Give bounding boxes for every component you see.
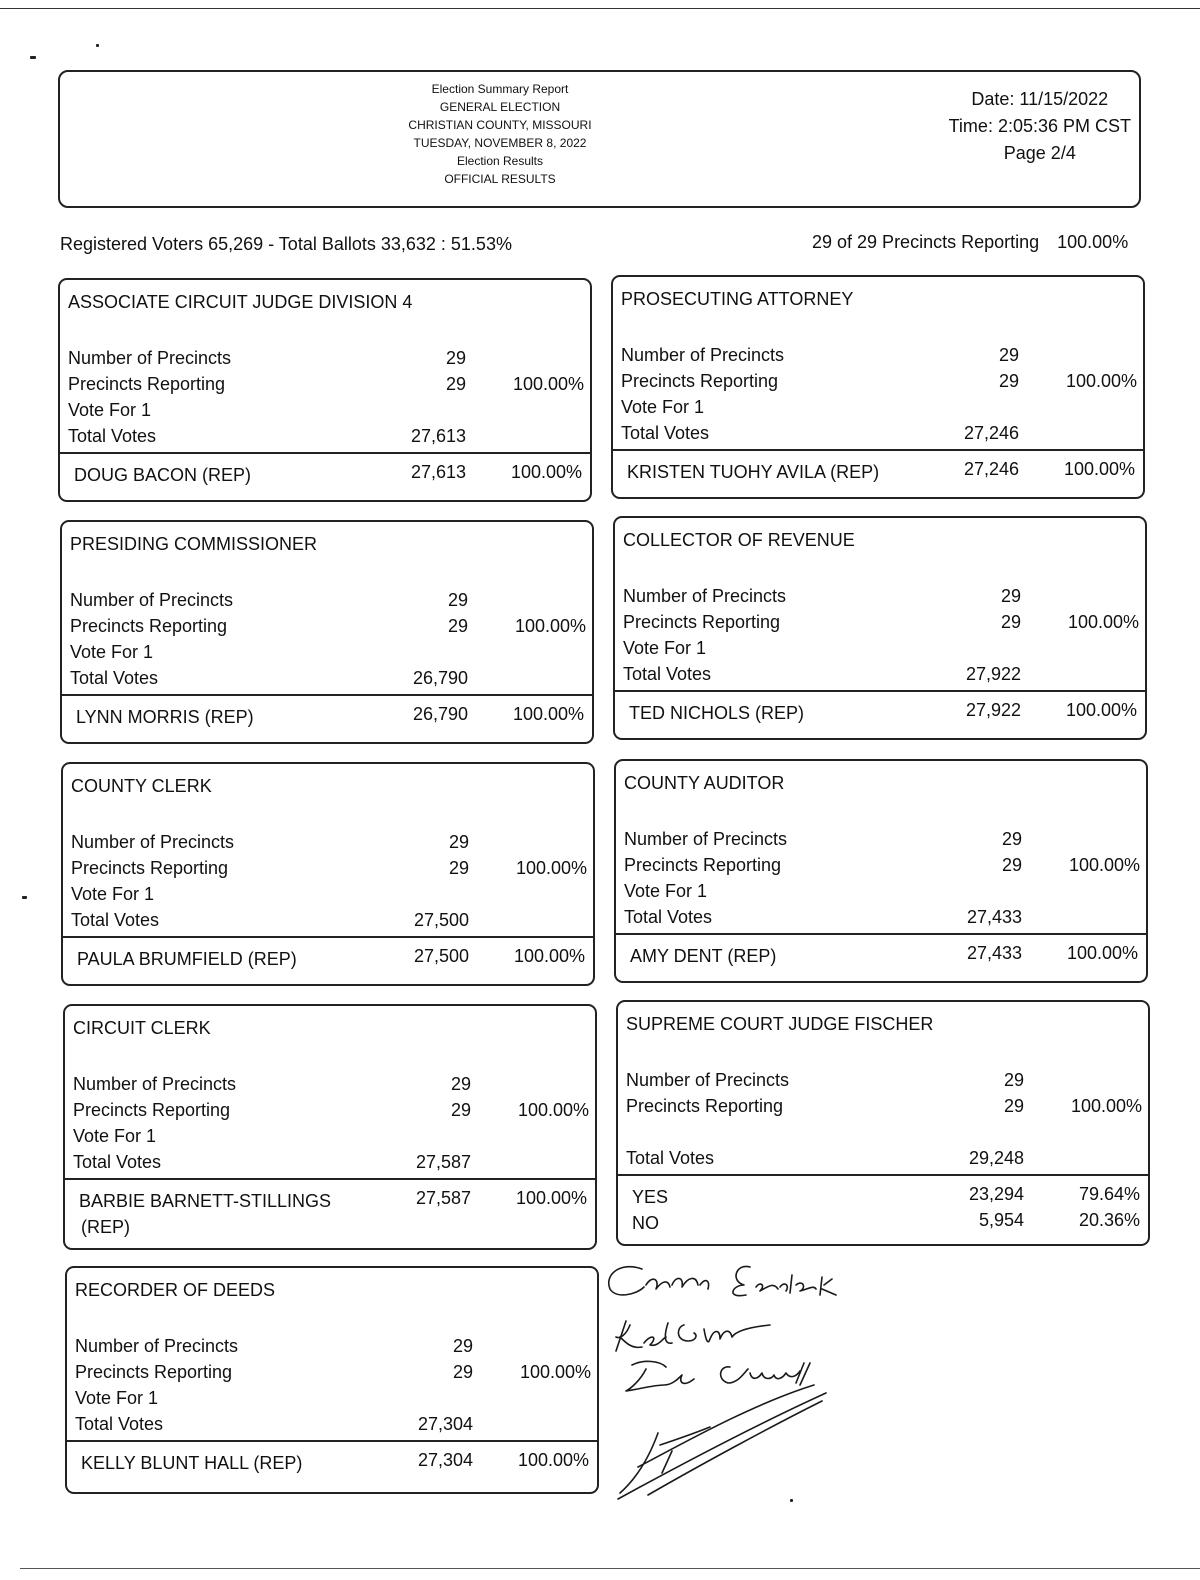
race-title: CIRCUIT CLERK (73, 1018, 211, 1038)
race-row (75, 1414, 597, 1440)
report-status: OFFICIAL RESULTS (444, 172, 556, 186)
precincts-reporting-value: 29 (1001, 855, 1022, 875)
race-row (68, 426, 590, 452)
signature-keller-ehm (616, 1321, 770, 1351)
precincts-reporting-value: 29 (445, 374, 466, 394)
results-divider (67, 1440, 597, 1442)
total-votes-label: Total Votes (623, 664, 712, 684)
results-divider (60, 452, 590, 454)
race-row (621, 397, 1143, 423)
candidate-pct: 100.00% (513, 946, 585, 966)
precincts-reporting-value: 29 (452, 1362, 473, 1382)
vote-for-label: Vote For 1 (621, 397, 705, 417)
candidate-name: BARBIE BARNETT-STILLINGS (79, 1191, 332, 1211)
vote-for-label: Vote For 1 (70, 642, 154, 662)
num-precincts-label: Number of Precincts (624, 829, 788, 849)
race-row (70, 642, 592, 668)
report-header (58, 70, 1141, 208)
num-precincts-label: Number of Precincts (623, 586, 787, 606)
vote-for-label: Vote For 1 (68, 400, 152, 420)
results-divider (63, 936, 593, 938)
num-precincts-value: 29 (450, 1074, 471, 1094)
precincts-reporting-label: Precincts Reporting (624, 855, 782, 875)
precincts-reporting-pct: 100.00% (519, 1362, 591, 1382)
race-box (611, 275, 1145, 499)
candidate-name: KELLY BLUNT HALL (REP) (81, 1453, 303, 1473)
total-votes-label: Total Votes (75, 1414, 164, 1434)
race-row (75, 1388, 597, 1414)
candidate-votes: 27,246 (963, 459, 1019, 479)
race-title: RECORDER OF DEEDS (75, 1280, 276, 1300)
race-row (71, 832, 593, 858)
bottom-rule (20, 1568, 1200, 1569)
race-row (624, 907, 1146, 933)
total-votes-value: 27,433 (966, 907, 1022, 927)
candidate-pct: 100.00% (1066, 943, 1138, 963)
precincts-reporting-label: Precincts Reporting (73, 1100, 231, 1120)
candidate-votes: 27,587 (415, 1188, 471, 1208)
precincts-reporting-pct: 100.00% (512, 374, 584, 394)
report-time: Time: 2:05:36 PM CST (948, 116, 1131, 136)
num-precincts-label: Number of Precincts (73, 1074, 237, 1094)
page-number: Page 2/4 (1003, 143, 1076, 163)
race-box (614, 759, 1148, 983)
candidate-name: YES (632, 1187, 669, 1207)
race-title: COLLECTOR OF REVENUE (623, 530, 855, 550)
race-row (73, 1074, 595, 1100)
race-title: COUNTY AUDITOR (624, 773, 785, 793)
race-row (75, 1336, 597, 1362)
race-row (623, 638, 1145, 664)
total-votes-value: 27,587 (415, 1152, 471, 1172)
results-divider (618, 1174, 1148, 1176)
candidate-party: (REP) (81, 1217, 130, 1237)
race-row (70, 668, 592, 694)
precincts-reporting-pct: 100.00% (1070, 1096, 1142, 1116)
total-votes-label: Total Votes (73, 1152, 162, 1172)
race-box (63, 1004, 597, 1250)
num-precincts-value: 29 (1001, 829, 1022, 849)
precincts-reporting-value: 29 (450, 1100, 471, 1120)
race-row (624, 829, 1146, 855)
total-votes-value: 29,248 (968, 1148, 1024, 1168)
total-votes-value: 27,613 (410, 426, 466, 446)
race-row (624, 855, 1146, 881)
report-title: Election Summary Report (431, 82, 569, 96)
num-precincts-value: 29 (447, 590, 468, 610)
candidate-pct: 100.00% (1063, 459, 1135, 479)
candidate-votes: 27,304 (417, 1450, 473, 1470)
race-row (623, 612, 1145, 638)
precincts-reporting-value: 29 (447, 616, 468, 636)
race-row (71, 910, 593, 936)
candidate-name: DOUG BACON (REP) (74, 465, 252, 485)
precincts-reporting-pct: 100.00% (515, 858, 587, 878)
top-rule (0, 8, 1200, 9)
race-row (75, 1362, 597, 1388)
candidate-name: KRISTEN TUOHY AVILA (REP) (627, 462, 880, 482)
results-divider (62, 694, 592, 696)
precincts-reporting-label: Precincts Reporting (75, 1362, 233, 1382)
total-votes-label: Total Votes (621, 423, 710, 443)
race-title: ASSOCIATE CIRCUIT JUDGE DIVISION 4 (68, 292, 413, 312)
candidate-votes: 27,500 (413, 946, 469, 966)
num-precincts-label: Number of Precincts (71, 832, 235, 852)
registered-voters-summary: Registered Voters 65,269 - Total Ballots 33,632 : 51.53% (60, 234, 512, 254)
signature-carla-essink (609, 1266, 836, 1295)
precincts-reporting-pct: 100.00% (1067, 612, 1139, 632)
candidate-votes: 23,294 (968, 1184, 1024, 1204)
county-name: CHRISTIAN COUNTY, MISSOURI (408, 118, 592, 132)
precincts-reporting-text: 29 of 29 Precincts Reporting (812, 232, 1040, 252)
scan-speck (30, 56, 36, 59)
race-title: PROSECUTING ATTORNEY (621, 289, 854, 309)
num-precincts-value: 29 (452, 1336, 473, 1356)
precincts-reporting-pct: 100.00% (1068, 855, 1140, 875)
candidate-votes: 5,954 (978, 1210, 1024, 1230)
candidate-votes: 27,922 (965, 700, 1021, 720)
race-row (70, 590, 592, 616)
race-box (60, 520, 594, 744)
candidate-pct: 20.36% (1078, 1210, 1140, 1230)
race-title: COUNTY CLERK (71, 776, 212, 796)
total-votes-label: Total Votes (71, 910, 160, 930)
signature-lisa-russell (626, 1361, 810, 1391)
total-votes-value: 27,246 (963, 423, 1019, 443)
candidate-name: LYNN MORRIS (REP) (76, 707, 254, 727)
signature-scribble (618, 1385, 826, 1499)
race-row (70, 616, 592, 642)
precincts-reporting-pct: 100.00% (514, 616, 586, 636)
results-divider (616, 933, 1146, 935)
election-date: TUESDAY, NOVEMBER 8, 2022 (413, 136, 587, 150)
total-votes-value: 27,304 (417, 1414, 473, 1434)
race-row (626, 1148, 1148, 1174)
precincts-reporting-value: 29 (1003, 1096, 1024, 1116)
report-date: Date: 11/15/2022 (971, 89, 1109, 109)
race-box (613, 516, 1147, 740)
results-divider (615, 690, 1145, 692)
precincts-reporting-value: 29 (998, 371, 1019, 391)
race-box (65, 1266, 599, 1494)
num-precincts-value: 29 (448, 832, 469, 852)
scan-speck (96, 44, 99, 47)
report-title-block (360, 80, 640, 188)
num-precincts-value: 29 (998, 345, 1019, 365)
precincts-reporting-pct: 100.00% (1057, 232, 1129, 252)
candidate-name: PAULA BRUMFIELD (REP) (77, 949, 297, 969)
precincts-reporting-pct: 100.00% (517, 1100, 589, 1120)
signatures (560, 1255, 900, 1515)
results-divider (65, 1178, 595, 1180)
precincts-reporting-value: 29 (448, 858, 469, 878)
precincts-reporting-label: Precincts Reporting (623, 612, 781, 632)
race-row (621, 345, 1143, 371)
total-votes-value: 27,500 (413, 910, 469, 930)
candidate-pct: 100.00% (512, 704, 584, 724)
precincts-reporting-label: Precincts Reporting (626, 1096, 784, 1116)
race-row (73, 1100, 595, 1126)
total-votes-value: 26,790 (412, 668, 468, 688)
num-precincts-label: Number of Precincts (68, 348, 232, 368)
precincts-reporting-label: Precincts Reporting (621, 371, 779, 391)
scan-speck (22, 896, 27, 899)
candidate-votes: 27,433 (966, 943, 1022, 963)
election-name: GENERAL ELECTION (439, 100, 561, 114)
precincts-reporting-summary (812, 232, 1128, 253)
race-row (621, 371, 1143, 397)
num-precincts-value: 29 (1003, 1070, 1024, 1090)
race-box (61, 762, 595, 986)
report-subtitle: Election Results (456, 154, 544, 168)
candidate-pct: 100.00% (517, 1450, 589, 1470)
results-divider (613, 449, 1143, 451)
precincts-reporting-label: Precincts Reporting (68, 374, 226, 394)
candidate-pct: 100.00% (515, 1188, 587, 1208)
race-row (71, 884, 593, 910)
candidate-pct: 100.00% (510, 462, 582, 482)
race-title: PRESIDING COMMISSIONER (70, 534, 318, 554)
num-precincts-label: Number of Precincts (626, 1070, 790, 1090)
total-votes-label: Total Votes (626, 1148, 715, 1168)
num-precincts-value: 29 (1000, 586, 1021, 606)
total-votes-label: Total Votes (68, 426, 157, 446)
vote-for-label: Vote For 1 (75, 1388, 159, 1408)
precincts-reporting-value: 29 (1000, 612, 1021, 632)
race-row (68, 400, 590, 426)
num-precincts-label: Number of Precincts (75, 1336, 239, 1356)
race-row (621, 423, 1143, 449)
race-row (68, 374, 590, 400)
total-votes-label: Total Votes (624, 907, 713, 927)
num-precincts-label: Number of Precincts (621, 345, 785, 365)
race-row (73, 1152, 595, 1178)
num-precincts-value: 29 (445, 348, 466, 368)
candidate-pct: 79.64% (1078, 1184, 1140, 1204)
race-box (58, 278, 592, 502)
vote-for-label: Vote For 1 (623, 638, 707, 658)
candidate-name: NO (632, 1213, 659, 1233)
race-title: SUPREME COURT JUDGE FISCHER (626, 1014, 934, 1034)
vote-for-label: Vote For 1 (624, 881, 708, 901)
report-meta (949, 86, 1131, 167)
precincts-reporting-pct: 100.00% (1065, 371, 1137, 391)
vote-for-label: Vote For 1 (71, 884, 155, 904)
race-row (623, 586, 1145, 612)
vote-for-label: Vote For 1 (73, 1126, 157, 1146)
candidate-votes: 26,790 (412, 704, 468, 724)
race-row (626, 1070, 1148, 1096)
total-votes-label: Total Votes (70, 668, 159, 688)
race-row (623, 664, 1145, 690)
race-row (68, 348, 590, 374)
total-votes-value: 27,922 (965, 664, 1021, 684)
race-row (73, 1126, 595, 1152)
num-precincts-label: Number of Precincts (70, 590, 234, 610)
race-row (71, 858, 593, 884)
candidate-votes: 27,613 (410, 462, 466, 482)
candidate-name: AMY DENT (REP) (630, 946, 777, 966)
race-row (626, 1096, 1148, 1122)
precincts-reporting-label: Precincts Reporting (70, 616, 228, 636)
race-row (624, 881, 1146, 907)
candidate-name: TED NICHOLS (REP) (629, 703, 805, 723)
candidate-pct: 100.00% (1065, 700, 1137, 720)
race-box (616, 1000, 1150, 1246)
precincts-reporting-label: Precincts Reporting (71, 858, 229, 878)
